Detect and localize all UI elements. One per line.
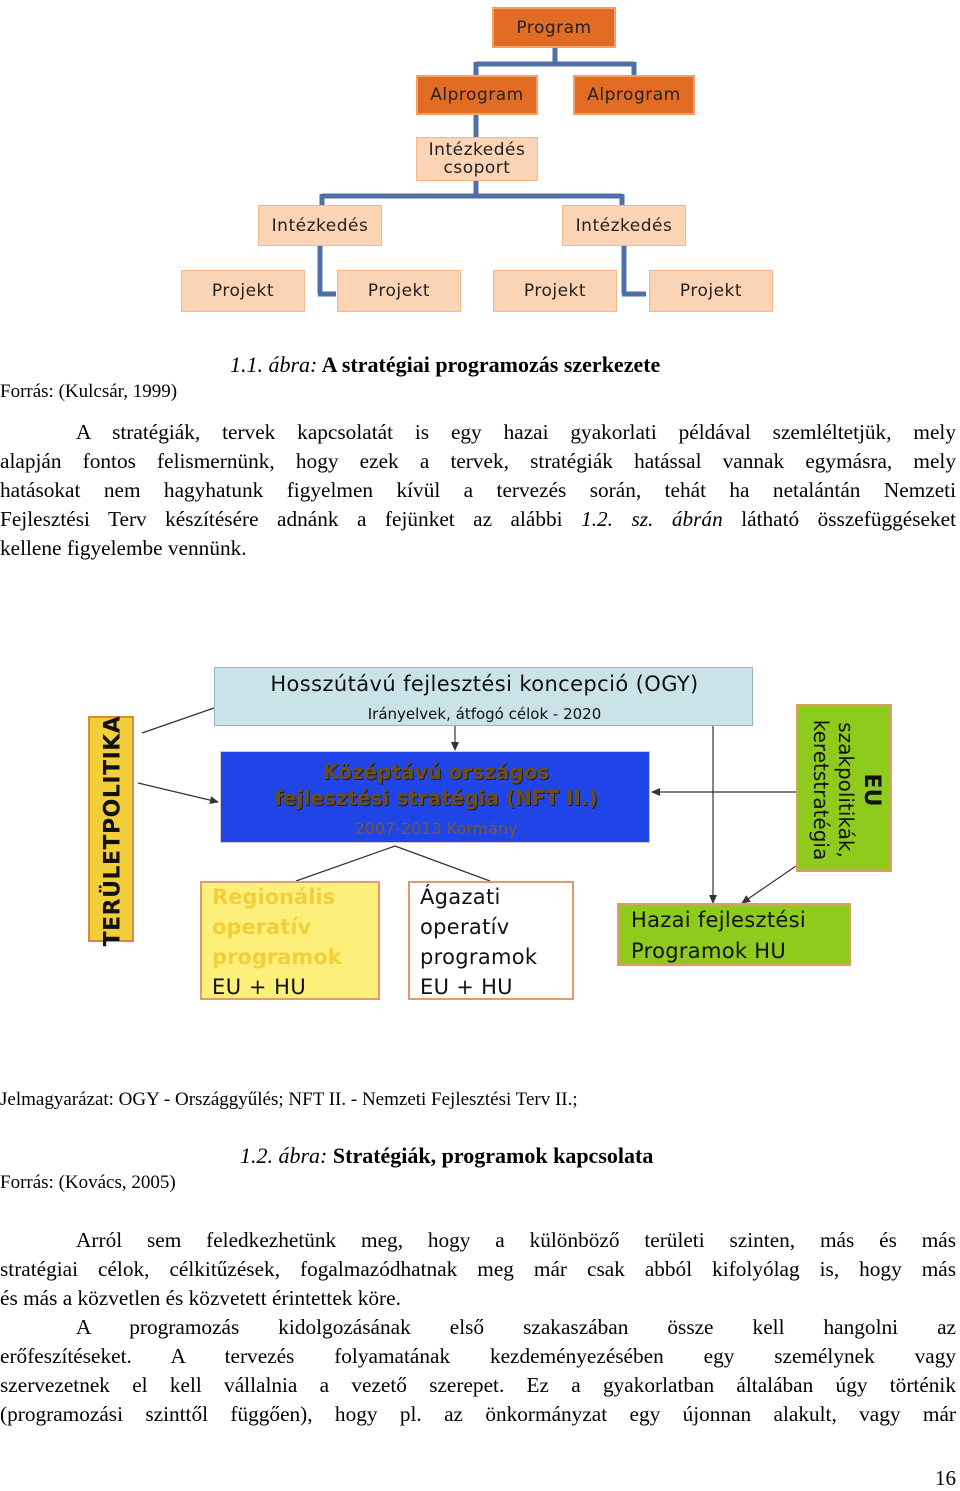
- paragraph-2-line-2: stratégiai célok, célkitűzések, fogalmazódhatnak meg már csak abból kifolyólag is, hogy más: [0, 1257, 956, 1281]
- paragraph-1-line-5: kellene figyelembe vennünk.: [0, 536, 247, 560]
- teruletpolitika-label: TERÜLETPOLITIKA: [100, 715, 126, 947]
- paragraph-1-line-4-c: látható összefüggéseket: [722, 507, 957, 531]
- nft-title-line-2: fejlesztési stratégia (NFT II.): [274, 786, 598, 810]
- hazai-box: [617, 903, 851, 966]
- paragraph-1-line-3: hatásokat nem hagyhatunk figyelmen kívül a tervezés során, tehát ha netalántán Nemzeti: [0, 478, 956, 502]
- figure-1-caption: [230, 352, 660, 378]
- eu-label-line-3: keretstratégia: [809, 719, 833, 861]
- figure-1-source: Forrás: (Kulcsár, 1999): [0, 381, 178, 402]
- paragraph-3-line-2: erőfeszítéseket. A tervezés folyamatának kezdeményezésében egy személynek vagy: [0, 1344, 956, 1368]
- alprogram-right-box: Alprogram: [573, 75, 695, 115]
- caption-label: ábra:: [268, 352, 318, 377]
- agazati-box: [408, 881, 574, 1000]
- hazai-label: [631, 905, 806, 967]
- intezkedes-csoport-line2: csoport: [443, 158, 511, 178]
- paragraph-3-line-1: A programozás kidolgozásának első szakaszában össze kell hangolni az: [76, 1315, 956, 1339]
- projekt-box-2: Projekt: [337, 270, 461, 312]
- paragraph-1-line-2: alapján fontos felismernünk, hogy ezek a tervek, stratégiák hatással vannak egymásra, mely: [0, 449, 956, 473]
- agazati-line-1: Ágazati: [420, 885, 501, 909]
- paragraph-2-line-1: Arról sem feledkezhetünk meg, hogy a különböző területi szinten, más és más: [76, 1228, 956, 1252]
- ogy-subtitle: Irányelvek, átfogó célok - 2020: [367, 705, 602, 723]
- agazati-line-2: operatív: [420, 915, 510, 939]
- paragraph-1: [0, 418, 956, 563]
- caption-label: ábra:: [278, 1143, 328, 1168]
- nft-box: [220, 751, 650, 843]
- regionalis-line-3: programok: [212, 945, 342, 969]
- regionalis-line-2: operatív: [212, 915, 312, 939]
- regionalis-line-1: Regionális: [212, 885, 336, 909]
- eu-box: [796, 704, 892, 872]
- nft-subtitle: 2007-2013 Kormány: [354, 819, 518, 838]
- paragraph-2-line-3: és más a közvetlen és közvetett érintettek köre.: [0, 1286, 401, 1310]
- intezkedes-right-box: Intézkedés: [562, 205, 686, 246]
- nft-title-line-1: Középtávú országos: [322, 760, 550, 784]
- hazai-line-2: Programok HU: [631, 939, 787, 963]
- figure-2-caption: [240, 1143, 653, 1169]
- projekt-box-4: Projekt: [649, 270, 773, 312]
- agazati-label: [420, 882, 537, 1002]
- hazai-line-1: Hazai fejlesztési: [631, 908, 806, 932]
- eu-label-line-2: szakpolitikák,: [834, 722, 858, 858]
- figure-2-legend: Jelmagyarázat: OGY - Országgyűlés; NFT II. - Nemzeti Fejlesztési Terv II.;: [0, 1089, 578, 1110]
- projekt-box-1: Projekt: [181, 270, 305, 312]
- agazati-line-3: programok: [420, 945, 538, 969]
- ogy-box: [214, 667, 753, 726]
- figure-reference: 1.2. sz. ábrán: [581, 507, 723, 531]
- eu-label: [808, 720, 884, 861]
- caption-title: Stratégiák, programok kapcsolata: [327, 1143, 654, 1168]
- regionalis-line-4: EU + HU: [212, 975, 307, 999]
- alprogram-left-box: Alprogram: [416, 75, 538, 115]
- caption-title: A stratégiai programozás szerkezete: [317, 352, 661, 377]
- intezkedes-left-box: Intézkedés: [258, 205, 382, 246]
- paragraph-3: [0, 1313, 956, 1429]
- nft-title: [221, 759, 651, 811]
- projekt-box-3: Projekt: [493, 270, 617, 312]
- regionalis-box: [200, 881, 380, 1000]
- paragraph-1-line-1: A stratégiák, tervek kapcsolatát is egy hazai gyakorlati példával szemléltetjük, mely: [76, 420, 956, 444]
- paragraph-1-line-4: [0, 505, 956, 534]
- regionalis-label: [212, 882, 342, 1002]
- paragraph-1-line-4-a: Fejlesztési Terv készítésére adnánk a fejünket az alábbi: [0, 507, 582, 531]
- paragraph-2: [0, 1226, 956, 1313]
- page-number: 16: [935, 1466, 956, 1490]
- teruletpolitika-box: [88, 715, 134, 947]
- agazati-line-4: EU + HU: [420, 975, 513, 999]
- paragraph-3-line-3: szervezetnek el kell vállalnia a vezető szerepet. Ez a gyakorlatban általában úgy történik: [0, 1373, 956, 1397]
- program-box: Program: [492, 7, 616, 48]
- intezkedes-csoport-line1: Intézkedés: [428, 140, 526, 160]
- caption-number: 1.1.: [230, 352, 269, 377]
- caption-number: 1.2.: [240, 1143, 279, 1168]
- figure-2-source: Forrás: (Kovács, 2005): [0, 1172, 176, 1193]
- paragraph-3-line-4: (programozási szinttől függően), hogy pl. az önkormányzat egy újonnan alakult, vagy már: [0, 1402, 956, 1426]
- eu-label-line-1: EU: [859, 773, 884, 807]
- intezkedes-csoport-box: [416, 137, 538, 181]
- ogy-title: Hosszútávú fejlesztési koncepció (OGY): [270, 672, 699, 696]
